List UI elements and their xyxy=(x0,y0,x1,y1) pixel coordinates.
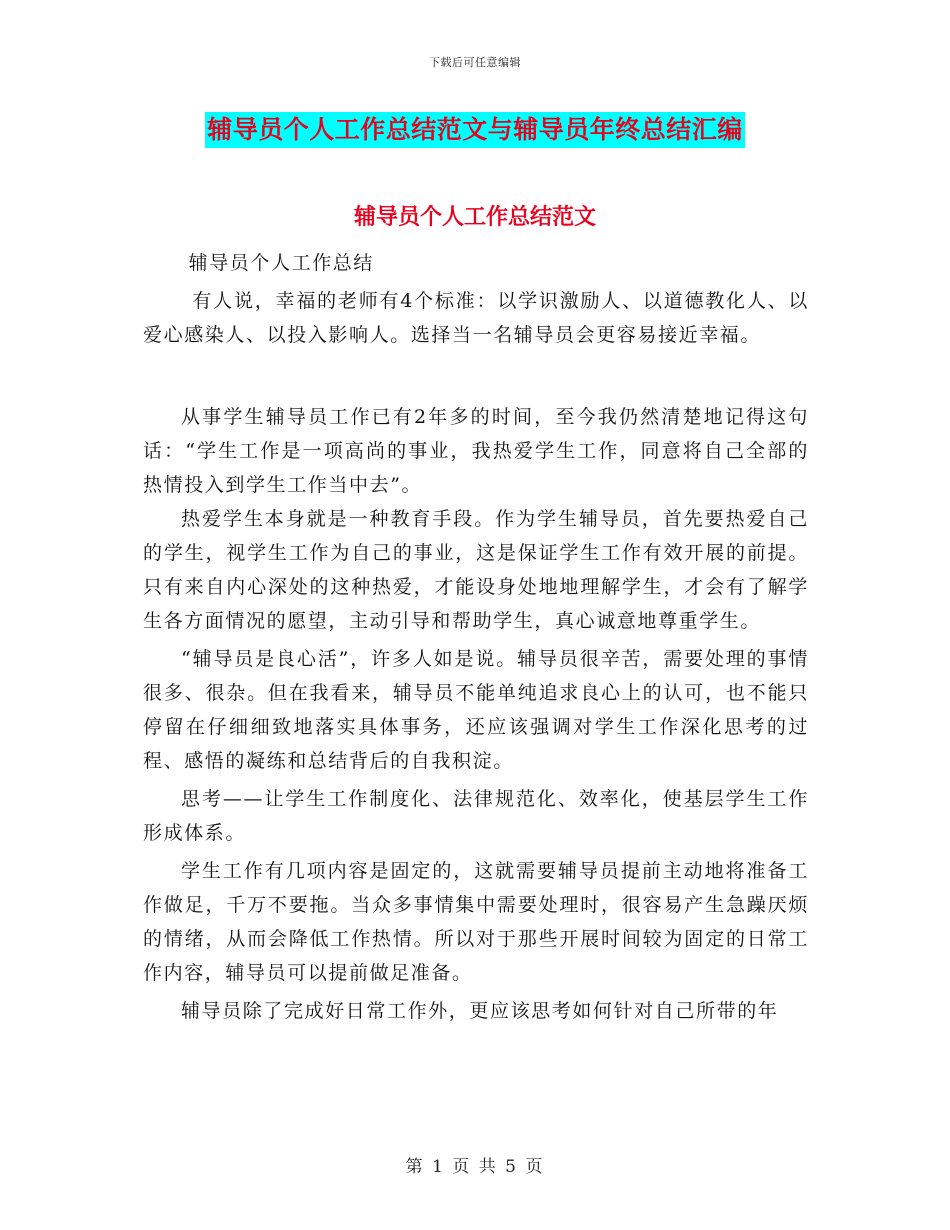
paragraph-5: 思考——让学生工作制度化、法律规范化、效率化，使基层学生工作形成体系。 xyxy=(143,788,809,844)
subheading: 辅导员个人工作总结 xyxy=(188,252,374,274)
header-note: 下载后可任意编辑 xyxy=(429,56,521,69)
document-title-container xyxy=(0,112,950,148)
paragraph-4: “辅导员是良心活”，许多人如是说。辅导员很辛苦，需要处理的事情很多、很杂。但在我看来，辅导员不能单纯追求良心上的认可，也不能只停留在仔细细致地落实具体事务，还应该强调对学生工作深化思考的过程、感悟的凝练和总结背后的自我积淀。 xyxy=(143,648,809,772)
paragraph-7: 辅导员除了完成好日常工作外，更应该思考如何针对自己所带的年 xyxy=(181,1000,779,1022)
section-title: 辅导员个人工作总结范文 xyxy=(353,204,596,230)
paragraph-3: 热爱学生本身就是一种教育手段。作为学生辅导员，首先要热爱自己的学生，视学生工作为自己的事业，这是保证学生工作有效开展的前提。只有来自内心深处的这种热爱，才能设身处地地理解学生，才会有了解学生各方面情况的愿望，主动引导和帮助学生，真心诚意地尊重学生。 xyxy=(143,508,809,632)
document-title: 辅导员个人工作总结范文与辅导员年终总结汇编 xyxy=(205,112,745,148)
paragraph-2: 从事学生辅导员工作已有2年多的时间，至今我仍然清楚地记得这句话：“学生工作是一项高尚的事业，我热爱学生工作，同意将自己全部的热情投入到学生工作当中去”。 xyxy=(143,406,809,496)
page-footer: 第 1 页 共 5 页 xyxy=(405,1157,545,1177)
paragraph-1: 有人说，幸福的老师有4个标准：以学识激励人、以道德教化人、以爱心感染人、以投入影响人。选择当一名辅导员会更容易接近幸福。 xyxy=(143,290,809,346)
body-text xyxy=(143,246,809,1028)
paragraph-6: 学生工作有几项内容是固定的，这就需要辅导员提前主动地将准备工作做足，千万不要拖。当众多事情集中需要处理时，很容易产生急躁厌烦的情绪，从而会降低工作热情。所以对于那些开展时间较为固定的日常工作内容，辅导员可以提前做足准备。 xyxy=(143,860,809,984)
